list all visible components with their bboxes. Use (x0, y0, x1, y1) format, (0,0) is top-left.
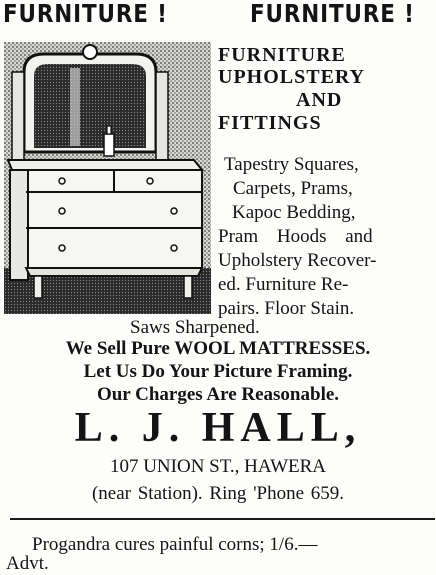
heading-furniture: FURNITURE (218, 44, 346, 66)
service-line-3: Kapoc Bedding, (232, 202, 356, 223)
footer-line-1: Progandra cures painful corns; 1/6.— (32, 534, 318, 555)
business-name: L. J. HALL, (74, 405, 362, 451)
announcement-mattresses: We Sell Pure WOOL MATTRESSES. (65, 338, 371, 359)
service-line-4: Pram Hoods and (218, 226, 373, 247)
business-contact: (near Station). Ring 'Phone 659. (91, 483, 345, 504)
announcement-charges: Our Charges Are Reasonable. (96, 384, 340, 405)
service-line-1: Tapestry Squares, (224, 154, 359, 175)
heading-fittings: FITTINGS (218, 112, 322, 134)
service-line-8: Saws Sharpened. (130, 317, 260, 338)
service-line-5: Upholstery Recover- (218, 250, 377, 271)
service-line-2: Carpets, Prams, (233, 178, 353, 199)
announcement-framing: Let Us Do Your Picture Framing. (83, 361, 353, 382)
footer-line-2: Advt. (6, 553, 49, 574)
service-line-7: pairs. Floor Stain. (218, 298, 355, 319)
heading-and: AND (296, 89, 343, 111)
banner-right: FURNITURE ! (250, 0, 415, 28)
banner-left: FURNITURE ! (3, 0, 168, 28)
dressing-table-icon (4, 42, 211, 314)
heading-upholstery: UPHOLSTERY (218, 66, 366, 88)
divider-rule (10, 518, 435, 520)
business-address: 107 UNION ST., HAWERA (109, 456, 327, 477)
service-line-6: ed. Furniture Re- (218, 274, 349, 295)
